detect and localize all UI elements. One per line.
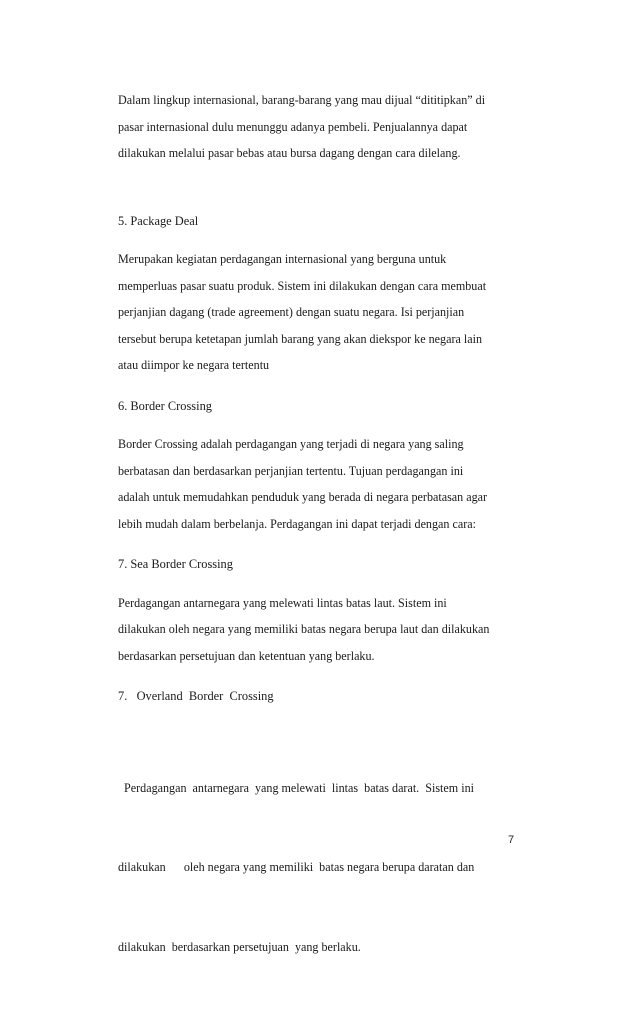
paragraph-line: Dalam lingkup internasional, barang-barang yang mau dijual “dititipkan” di (118, 87, 530, 114)
page-number: 7 (508, 834, 514, 846)
paragraph-line: atau diimpor ke negara tertentu (118, 352, 530, 379)
paragraph-line: adalah untuk memudahkan penduduk yang berada di negara perbatasan agar (118, 484, 530, 511)
overland-border-paragraph (118, 722, 530, 1013)
paragraph-line: dilakukan oleh negara yang memiliki batas negara berupa daratan dan (118, 854, 530, 881)
paragraph-line: Perdagangan antarnegara yang melewati lintas batas darat. Sistem ini (118, 775, 530, 802)
paragraph-line: perjanjian dagang (trade agreement) dengan suatu negara. Isi perjanjian (118, 299, 530, 326)
paragraph-line: dilakukan oleh negara yang memiliki batas negara berupa laut dan dilakukan (118, 616, 530, 643)
paragraph-line: berbatasan dan berdasarkan perjanjian tertentu. Tujuan perdagangan ini (118, 458, 530, 485)
package-deal-paragraph (118, 246, 530, 379)
page-content (118, 87, 530, 1013)
section-heading-border-crossing: 6. Border Crossing (118, 393, 530, 420)
paragraph-line: Perdagangan antarnegara yang melewati lintas batas laut. Sistem ini (118, 590, 530, 617)
paragraph-line: tersebut berupa ketetapan jumlah barang yang akan diekspor ke negara lain (118, 326, 530, 353)
paragraph-line: berdasarkan persetujuan dan ketentuan yang berlaku. (118, 643, 530, 670)
section-heading-overland-border-crossing: 7. Overland Border Crossing (118, 683, 530, 710)
border-crossing-paragraph (118, 431, 530, 537)
intro-paragraph (118, 87, 530, 167)
paragraph-line: memperluas pasar suatu produk. Sistem ini dilakukan dengan cara membuat (118, 273, 530, 300)
paragraph-line: lebih mudah dalam berbelanja. Perdagangan ini dapat terjadi dengan cara: (118, 511, 530, 538)
paragraph-line: Border Crossing adalah perdagangan yang terjadi di negara yang saling (118, 431, 530, 458)
section-heading-package-deal: 5. Package Deal (118, 208, 530, 235)
sea-border-paragraph (118, 590, 530, 670)
paragraph-line: Merupakan kegiatan perdagangan internasional yang berguna untuk (118, 246, 530, 273)
paragraph-line: dilakukan melalui pasar bebas atau bursa dagang dengan cara dilelang. (118, 140, 530, 167)
section-heading-sea-border-crossing: 7. Sea Border Crossing (118, 551, 530, 578)
paragraph-line: pasar internasional dulu menunggu adanya pembeli. Penjualannya dapat (118, 114, 530, 141)
paragraph-line: dilakukan berdasarkan persetujuan yang berlaku. (118, 934, 530, 961)
